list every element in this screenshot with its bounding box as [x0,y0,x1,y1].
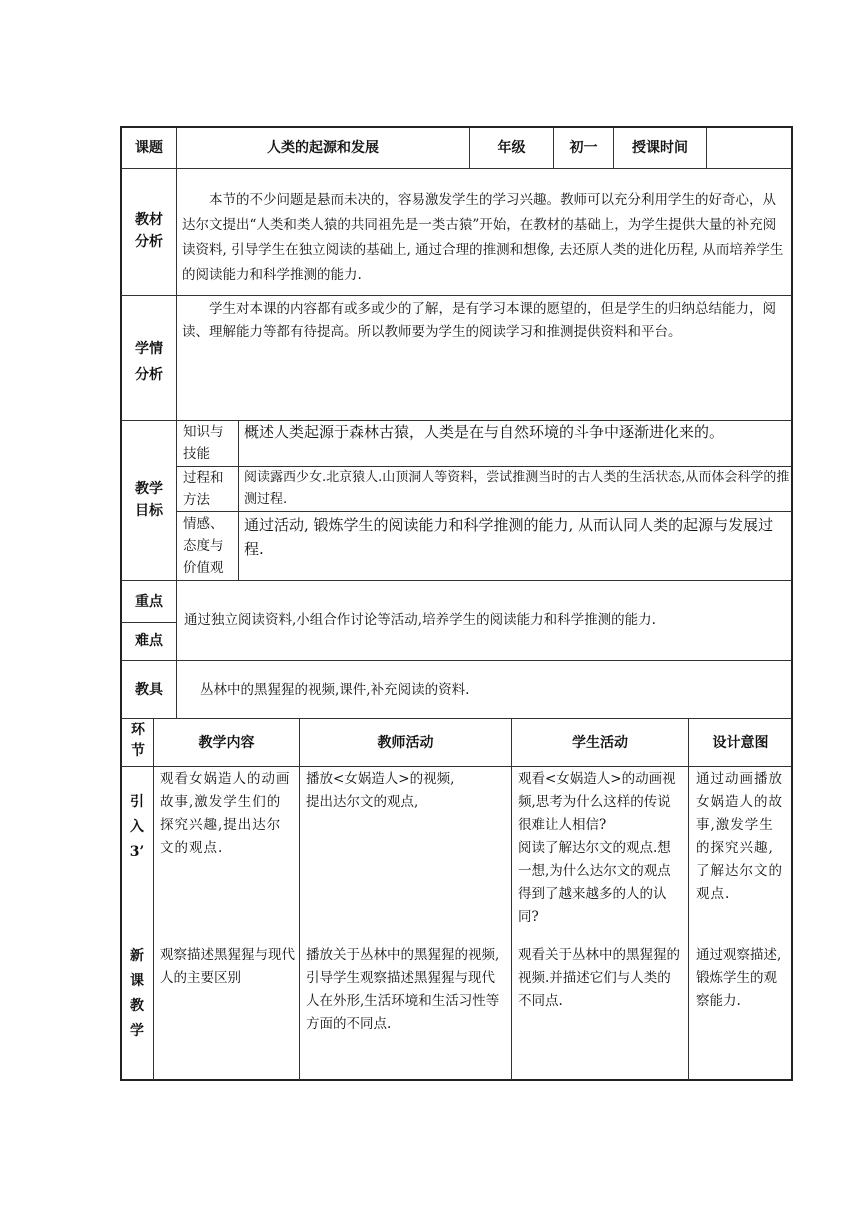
key-point-label: 重点 [135,594,163,610]
goal-sublabel: 情感、态度与价值观 [183,516,224,576]
row-divider [121,766,792,767]
stage-teacher-activity: 播放<女娲造人>的视频, 提出达尔文的观点, [306,771,455,810]
material-label-line2: 分析 [135,234,163,250]
tools-text: 丛林中的黑猩猩的视频,课件,补充阅读的资料. [200,682,470,698]
stage-label: 新课教学 [130,948,144,1039]
stage-content: 观察描述黑猩猩与现代人的主要区别 [160,947,295,986]
material-label [122,209,176,253]
situation-label-line2: 分析 [135,367,163,383]
material-label-line1: 教材 [135,212,163,228]
stage-student-activity: 观看关于丛林中的黑猩猩的视频.并描述它们与人类的不同点. [518,947,680,1009]
goal-text: 概述人类起源于森林古猿，人类是在与自然环境的斗争中逐渐进化来的。 [244,423,725,441]
col-divider [176,128,177,718]
tools-label: 教具 [135,682,163,698]
col-divider [688,718,689,1080]
goals-label-line2: 目标 [135,503,163,519]
col-divider [706,128,707,168]
topic-value: 人类的起源和发展 [267,140,379,156]
situation-text: 学生对本课的内容都有或多或少的了解，是有学习本课的愿望的，但是学生的归纳总结能力，阅读、理解能力等都有待提高。所以教师要为学生的阅读学习和推测提供资料和平台。 [182,301,776,340]
design-header: 设计意图 [712,735,769,751]
goals-label-line1: 教学 [135,481,163,497]
topic-label: 课题 [135,140,163,156]
row-divider [176,511,792,512]
material-text: 本节的不少问题是悬而未决的，容易激发学生的学习兴趣。教师可以充分利用学生的好奇心，从达尔文提出“人类和类人猿的共同祖先是一类古猿”开始，在教材的基础上，为学生提供大量的补充阅读资料, 引导学生在独立阅读的基础上, 通过合理的推测和想像, 去还原人类的进化历程, 从而培养学生的阅读能力和科学推测的能力. [182,192,784,283]
difficult-point-label: 难点 [135,633,163,649]
teacher-header: 教师活动 [377,735,434,751]
row-divider [121,295,792,296]
stage-student-activity: 观看<女娲造人>的动画视频,思考为什么这样的传说很难让人相信? 阅读了解达尔文的观点.想一想,为什么达尔文的观点得到了越来越多的人的认同? [518,771,676,925]
goal-sublabel: 知识与技能 [183,424,224,462]
row-divider [121,660,792,661]
situation-label [122,336,176,388]
stage-header: 环节 [131,722,145,759]
stage-content: 观看女娲造人的动画故事,激发学生们的探究兴趣,提出达尔文的观点. [160,771,291,856]
key-points-text: 通过独立阅读资料,小组合作讨论等活动,培养学生的阅读能力和科学推测的能力. [184,612,656,628]
row-divider [121,622,176,623]
stage-design-intent: 通过观察描述,锻炼学生的观察能力. [696,947,782,1009]
stage-design-intent: 通过动画播放女娲造人的故事,激发学生的探究兴趣,了解达尔文的观点. [696,771,783,902]
col-divider [153,718,154,1080]
col-divider [238,420,239,580]
row-divider [121,580,792,581]
col-divider [299,718,300,1080]
goal-text: 阅读露西少女.北京猿人.山顶洞人等资料，尝试推测当时的古人类的生活状态,从而体会科学的推测过程. [244,470,790,507]
stage-label: 引入3’ [129,794,145,860]
student-header: 学生活动 [572,735,628,751]
grade-value: 初一 [569,140,598,156]
col-divider [511,718,512,1080]
grade-label: 年级 [497,140,526,156]
content-header: 教学内容 [198,735,255,751]
goal-sublabel: 过程和方法 [183,470,224,508]
row-divider [121,168,792,169]
situation-label-line1: 学情 [135,341,163,357]
goals-label [122,478,176,522]
goal-text: 通过活动, 锻炼学生的阅读能力和科学推测的能力, 从而认同人类的起源与发展过程. [244,516,774,558]
stage-teacher-activity: 播放关于丛林中的黑猩猩的视频,引导学生观察描述黑猩猩与现代人在外形,生活环境和生活习性等方面的不同点. [306,947,500,1032]
time-label: 授课时间 [632,140,688,156]
row-divider [121,718,792,719]
